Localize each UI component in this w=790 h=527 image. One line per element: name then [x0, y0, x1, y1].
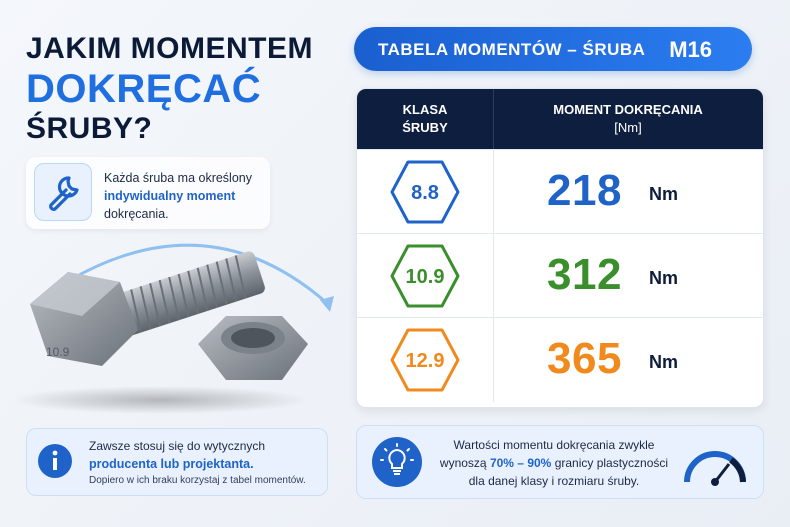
intro-text-after: dokręcania.	[104, 207, 169, 221]
class-badge-hex	[390, 327, 460, 393]
intro-text-highlight: indywidualny moment	[104, 189, 236, 203]
class-value: 12.9	[405, 350, 445, 372]
yield-percent: 70% – 90%	[489, 456, 552, 470]
bolt-illustration	[10, 220, 350, 420]
yield-text	[429, 436, 679, 490]
table-title: TABELA MOMENTÓW – ŚRUBA	[378, 40, 646, 59]
page-title	[26, 32, 326, 146]
class-value: 10.9	[405, 266, 445, 288]
class-badge-hex	[390, 243, 460, 309]
table-row	[357, 233, 763, 318]
bolt-size: M16	[669, 37, 712, 62]
title-line-3: ŚRUBY?	[26, 112, 153, 145]
title-line-2: DOKRĘCAĆ	[26, 67, 262, 111]
table-row	[357, 317, 763, 402]
info-icon	[37, 443, 73, 479]
torque-table	[356, 88, 764, 408]
torque-value: 312	[547, 250, 622, 299]
header-torque-line-1: MOMENT DOKRĘCANIA	[553, 102, 703, 117]
yield-line-2-after: granicy plastyczności	[554, 456, 669, 470]
intro-text-before: Każda śruba ma określony	[104, 171, 252, 185]
header-class	[357, 101, 493, 137]
gauge-icon	[679, 438, 751, 490]
intro-card	[26, 157, 270, 229]
header-class-line-1: KLASA	[402, 102, 448, 117]
header-torque	[493, 101, 763, 137]
torque-unit: Nm	[649, 184, 679, 204]
table-title-banner	[354, 27, 752, 71]
torque-value: 218	[547, 166, 622, 215]
guideline-line-2: producenta lub projektanta.	[89, 457, 254, 471]
yield-line-2-before: wynoszą	[439, 456, 487, 470]
guideline-line-3: Dopiero w ich braku korzystaj z tabel momentów.	[89, 475, 306, 486]
torque-unit: Nm	[649, 268, 679, 288]
yield-line-3: dla danej klasy i rozmiaru śruby.	[468, 474, 640, 488]
table-header	[357, 89, 763, 149]
table-row	[357, 149, 763, 234]
class-value: 8.8	[411, 182, 439, 204]
yield-note	[356, 425, 764, 499]
torque-unit: Nm	[649, 352, 679, 372]
yield-line-1: Wartości momentu dokręcania zwykle	[453, 438, 655, 452]
intro-text	[104, 169, 264, 223]
header-class-line-2: ŚRUBY	[402, 120, 448, 135]
bolt-class-marking: 10.9	[46, 345, 70, 359]
lightbulb-icon	[371, 436, 423, 488]
torque-value: 365	[547, 334, 622, 383]
title-line-1: JAKIM MOMENTEM	[26, 32, 313, 65]
header-torque-unit: [Nm]	[614, 120, 642, 135]
guideline-line-1: Zawsze stosuj się do wytycznych	[89, 439, 266, 453]
guideline-note	[26, 428, 328, 496]
class-badge-hex	[390, 159, 460, 225]
wrench-icon	[34, 163, 92, 221]
